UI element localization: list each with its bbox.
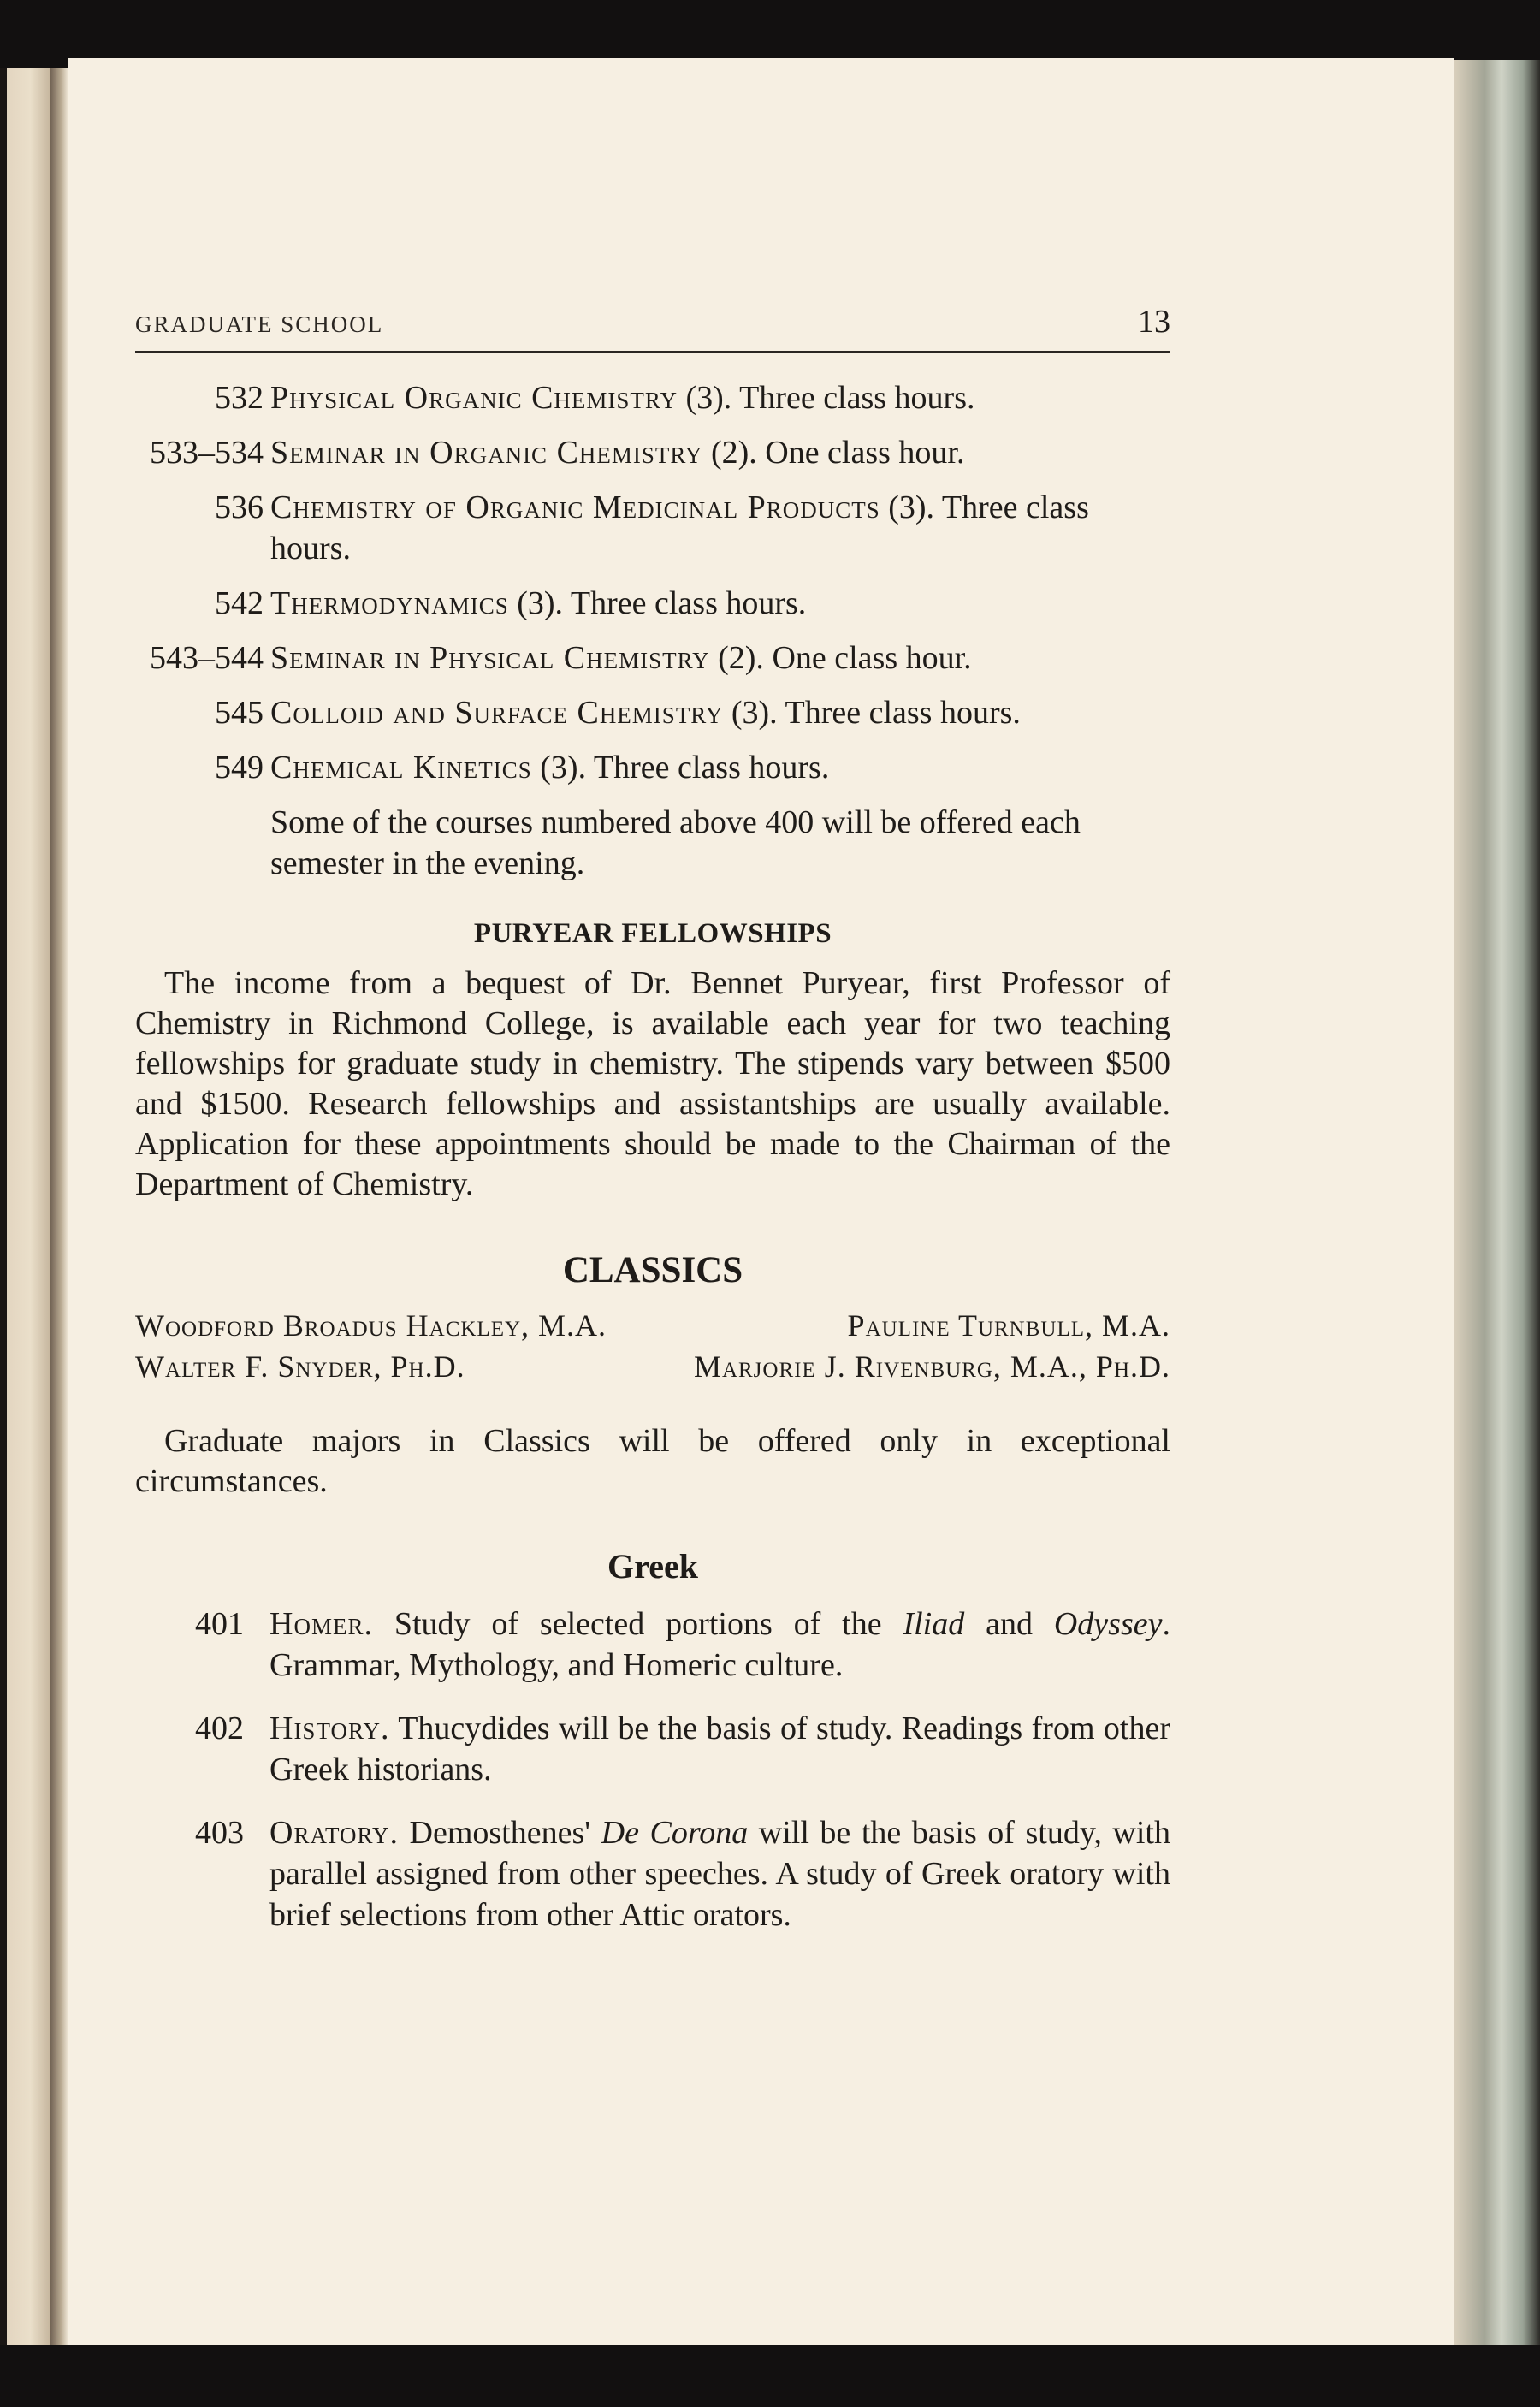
page-number: 13	[1138, 304, 1170, 340]
gutter-shadow	[50, 68, 68, 2345]
classics-heading: CLASSICS	[562, 1250, 743, 1290]
faculty-member: Walter F. Snyder, Ph.D.	[135, 1349, 465, 1384]
course-description: One class hour.	[772, 640, 972, 676]
course-italic-title: Odyssey	[1053, 1606, 1163, 1642]
course-italic-title: De Corona	[601, 1815, 749, 1851]
course-number: 549	[215, 750, 264, 786]
page-content	[135, 291, 1170, 1936]
page-header	[135, 291, 1170, 353]
greek-heading: Greek	[607, 1547, 698, 1586]
classics-paragraph: Graduate majors in Classics will be offered only in exceptional circumstances.	[135, 1423, 1170, 1499]
course-title: Physical Organic Chemistry	[270, 380, 678, 416]
puryear-fellowships-heading: PURYEAR FELLOWSHIPS	[473, 918, 832, 949]
course-text: . Grammar, Mythology, and Homeric culture.	[270, 1606, 1170, 1683]
faculty-row	[135, 1346, 1170, 1387]
course-text: Demosthenes'	[398, 1815, 601, 1851]
course-number: 533–534	[150, 435, 264, 471]
course-item	[135, 583, 1170, 624]
evening-courses-note: Some of the courses numbered above 400 will be offered each semester in the evening.	[270, 804, 1081, 881]
course-item	[135, 637, 1170, 679]
greek-course-item	[135, 1708, 1170, 1790]
course-number: 532	[215, 380, 264, 416]
course-number: 403	[195, 1815, 244, 1851]
course-title: Chemical Kinetics	[270, 750, 532, 786]
course-item	[135, 432, 1170, 473]
right-page-stack	[1454, 60, 1540, 2353]
running-head: GRADUATE SCHOOL	[135, 311, 384, 337]
course-number: 543–544	[150, 640, 264, 676]
course-credits: (2).	[710, 435, 757, 471]
course-description: One class hour.	[765, 435, 965, 471]
course-item	[135, 747, 1170, 788]
course-text: Thucydides will be the basis of study. Readings from other Greek historians.	[270, 1710, 1170, 1787]
puryear-fellowships-paragraph: The income from a bequest of Dr. Bennet Puryear, first Professor of Chemistry in Richmond College, is available each year for two teaching fellowships for graduate study in chemistry. The stipends vary between $500 and $1500. Research fellowships and assistantships are usually available. Application for these appointments should be made to the Chairman of the Department of Chemistry.	[135, 965, 1170, 1202]
chemistry-course-list	[135, 377, 1170, 788]
course-number: 536	[215, 489, 264, 525]
course-description: Three class hours.	[739, 380, 975, 416]
course-text: and	[964, 1606, 1054, 1642]
course-credits: (3).	[888, 489, 935, 525]
course-item	[135, 377, 1170, 418]
faculty-member: Woodford Broadus Hackley, M.A.	[135, 1308, 607, 1343]
course-title: Chemistry of Organic Medicinal Products	[270, 489, 880, 525]
left-page-edge	[7, 68, 50, 2345]
course-text: Study of selected portions of the	[372, 1606, 903, 1642]
course-description: Three class hours.	[270, 489, 1089, 566]
course-credits: (2).	[718, 640, 764, 676]
course-description: Three class hours.	[570, 585, 807, 621]
course-item	[135, 487, 1170, 569]
course-title: History.	[270, 1710, 390, 1746]
course-number: 542	[215, 585, 264, 621]
course-title: Seminar in Physical Chemistry	[270, 640, 710, 676]
course-title: Thermodynamics	[270, 585, 509, 621]
course-credits: (3).	[731, 695, 778, 731]
course-credits: (3).	[685, 380, 732, 416]
greek-course-item	[135, 1812, 1170, 1936]
course-credits: (3).	[517, 585, 564, 621]
faculty-member: Marjorie J. Rivenburg, M.A., Ph.D.	[693, 1349, 1170, 1384]
course-title: Colloid and Surface Chemistry	[270, 695, 724, 731]
course-title: Seminar in Organic Chemistry	[270, 435, 703, 471]
course-credits: (3).	[540, 750, 587, 786]
course-number: 401	[195, 1606, 244, 1642]
course-text: will be the basis of study, with parallel assigned from other speeches. A study of Greek oratory with brief selections from other Attic orators.	[270, 1815, 1170, 1933]
course-title: Homer.	[270, 1606, 373, 1642]
course-number: 545	[215, 695, 264, 731]
course-italic-title: Iliad	[903, 1606, 965, 1642]
scan-backdrop-bottom	[0, 2345, 1540, 2407]
classics-faculty	[135, 1305, 1170, 1387]
faculty-member: Pauline Turnbull, M.A.	[847, 1308, 1170, 1343]
course-number: 402	[195, 1710, 244, 1746]
course-title: Oratory.	[270, 1815, 399, 1851]
greek-course-item	[135, 1604, 1170, 1686]
course-description: Three class hours.	[593, 750, 830, 786]
faculty-row	[135, 1305, 1170, 1346]
course-description: Three class hours.	[785, 695, 1021, 731]
course-item	[135, 692, 1170, 733]
